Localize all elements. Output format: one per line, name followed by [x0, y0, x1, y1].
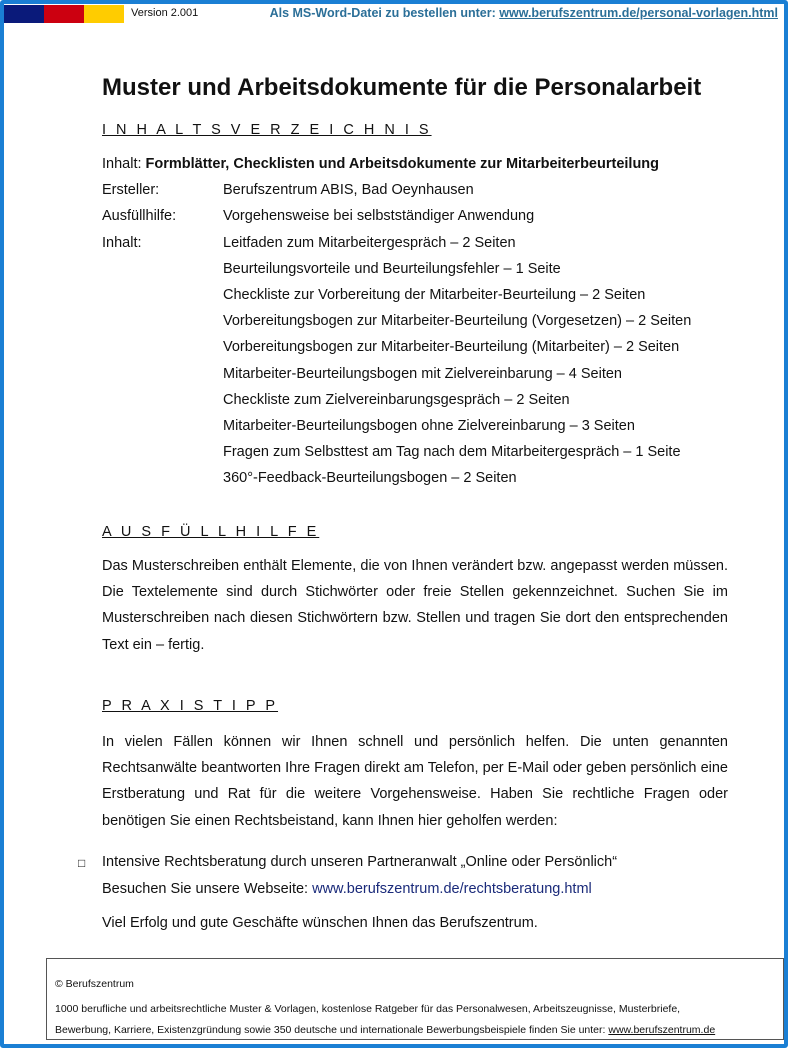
- items-label: Inhalt:: [102, 235, 142, 251]
- flag-yellow: [84, 5, 124, 23]
- footer-link[interactable]: www.berufszentrum.de: [608, 1024, 716, 1036]
- toc-inhalt: [102, 156, 659, 172]
- ersteller-label: Ersteller:: [102, 182, 160, 198]
- footer-box: [46, 958, 784, 1040]
- flag-red: [44, 5, 84, 23]
- logo-flag: [4, 5, 124, 23]
- toc-item: Vorbereitungsbogen zur Mitarbeiter-Beurteilung (Mitarbeiter) – 2 Seiten: [223, 339, 680, 356]
- toc-item: Checkliste zur Vorbereitung der Mitarbeiter-Beurteilung – 2 Seiten: [223, 287, 646, 304]
- toc-item: Mitarbeiter-Beurteilungsbogen mit Zielvereinbarung – 4 Seiten: [223, 365, 622, 382]
- bullet-text: Intensive Rechtsberatung durch unseren Partneranwalt „Online oder Persönlich“: [102, 854, 618, 870]
- toc-item: Vorbereitungsbogen zur Mitarbeiter-Beurteilung (Vorgesetzen) – 2 Seiten: [223, 313, 692, 330]
- order-link[interactable]: www.berufszentrum.de/personal-vorlagen.html: [499, 6, 778, 20]
- toc-item: 360°-Feedback-Beurteilungsbogen – 2 Seiten: [223, 469, 517, 486]
- ersteller-value: Berufszentrum ABIS, Bad Oeynhausen: [223, 182, 474, 198]
- praxistipp-heading: P R A X I S T I P P: [102, 698, 279, 714]
- inhalt-value: Formblätter, Checklisten und Arbeitsdokumente zur Mitarbeiterbeurteilung: [145, 156, 660, 172]
- toc-item: Mitarbeiter-Beurteilungsbogen ohne Zielvereinbarung – 3 Seiten: [223, 417, 635, 434]
- footer-line1: 1000 berufliche und arbeitsrechtliche Muster & Vorlagen, kostenlose Ratgeber für das Personalwesen, Arbeitszeugnisse, Musterbriefe,: [55, 1003, 681, 1015]
- closing-text: Viel Erfolg und gute Geschäfte wünschen Ihnen das Berufszentrum.: [102, 915, 538, 931]
- checkbox-bullet-icon: □: [78, 856, 86, 870]
- toc-item: Leitfaden zum Mitarbeitergespräch – 2 Seiten: [223, 235, 516, 251]
- toc-heading: I N H A L T S V E R Z E I C H N I S: [102, 122, 432, 138]
- order-text: Als MS-Word-Datei zu bestellen unter:: [269, 6, 500, 20]
- inhalt-label: Inhalt:: [102, 156, 146, 172]
- visit-text: Besuchen Sie unsere Webseite:: [102, 881, 313, 897]
- visit-line: [102, 881, 592, 897]
- toc-item: Beurteilungsvorteile und Beurteilungsfehler – 1 Seite: [223, 261, 561, 278]
- praxistipp-text: In vielen Fällen können wir Ihnen schnell und persönlich helfen. Die unten genannten Rechtsanwälte beantworten Ihre Fragen direkt am Telefon, per E-Mail oder geben persönlich eine Erstberatung und Rat für die weitere Vorgehensweise. Haben Sie rechtliche Fragen oder benötigen Sie einen Rechtsbeistand, kann Ihnen hier geholfen werden:: [102, 734, 728, 829]
- flag-blue: [4, 5, 44, 23]
- order-notice: [270, 6, 778, 20]
- toc-hilfe: [102, 208, 534, 224]
- footer-line2: [55, 1024, 783, 1036]
- toc-item: Fragen zum Selbsttest am Tag nach dem Mitarbeitergespräch – 1 Seite: [223, 443, 681, 460]
- hilfe-label: Ausfüllhilfe:: [102, 208, 177, 224]
- toc-item: Checkliste zum Zielvereinbarungsgespräch – 2 Seiten: [223, 391, 570, 408]
- version-label: Version 2.001: [131, 7, 199, 19]
- hilfe-value: Vorgehensweise bei selbstständiger Anwendung: [223, 208, 535, 224]
- page-title: Muster und Arbeitsdokumente für die Personalarbeit: [102, 74, 702, 101]
- toc-ersteller: [102, 182, 474, 198]
- footer-copyright: © Berufszentrum: [55, 978, 134, 990]
- footer-line2-text: Bewerbung, Karriere, Existenzgründung sowie 350 deutsche und internationale Bewerbungsbeispiele finden Sie unter:: [55, 1024, 609, 1036]
- rechtsberatung-link[interactable]: www.berufszentrum.de/rechtsberatung.html: [312, 881, 592, 897]
- ausfuellhilfe-heading: A U S F Ü L L H I L F E: [102, 524, 320, 540]
- ausfuellhilfe-text: Das Musterschreiben enthält Elemente, die von Ihnen verändert bzw. angepasst werden müssen. Die Textelemente sind durch Stichwörter oder freie Stellen gekennzeichnet. Suchen Sie im Musterschreiben nach diesen Stichwörtern bzw. Stellen und tragen Sie dort den entsprechenden Text ein – fertig.: [102, 558, 728, 653]
